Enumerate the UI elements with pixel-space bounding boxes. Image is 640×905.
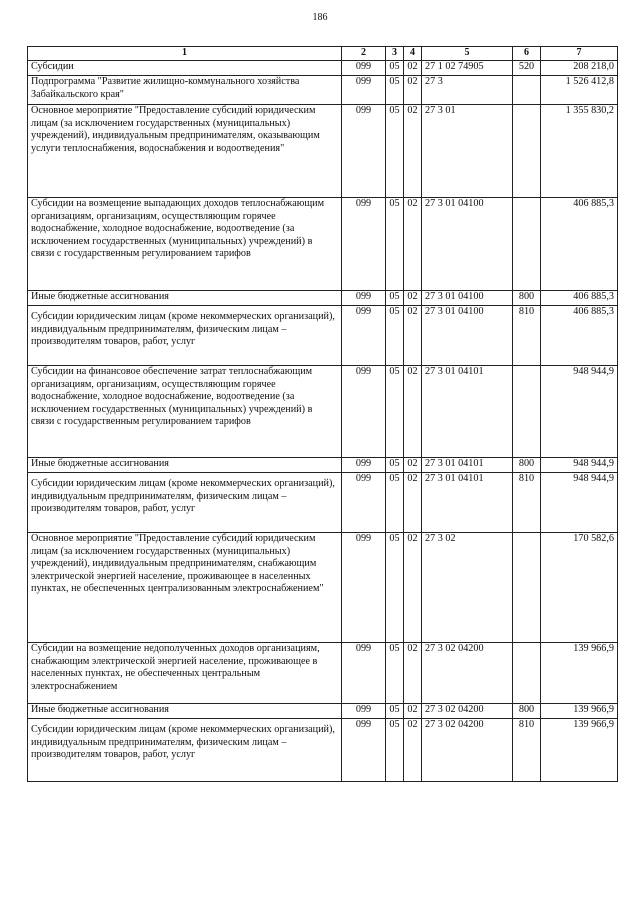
row-code-expense-type <box>513 198 541 291</box>
row-amount: 170 582,6 <box>541 533 618 643</box>
row-code-expense-type: 800 <box>513 291 541 306</box>
row-code-subsection: 02 <box>404 473 422 533</box>
table-row <box>28 306 618 366</box>
row-code-expense-type <box>513 76 541 105</box>
row-code-admin: 099 <box>342 291 386 306</box>
table-row <box>28 76 618 105</box>
row-code-section: 05 <box>386 458 404 473</box>
row-code-admin: 099 <box>342 198 386 291</box>
row-code-admin: 099 <box>342 366 386 458</box>
row-code-subsection: 02 <box>404 105 422 198</box>
row-code-admin: 099 <box>342 643 386 704</box>
row-name: Субсидии на возмещение недополученных доходов организациям, снабжающим электрической энергией население, проживающее в населенных пунктах, не обеспеченных центральным электроснабжением <box>28 643 342 704</box>
row-code-expense-type <box>513 105 541 198</box>
row-amount: 139 966,9 <box>541 704 618 719</box>
col-header-4: 4 <box>404 47 422 61</box>
row-code-expense-type: 810 <box>513 473 541 533</box>
table-row <box>28 61 618 76</box>
row-amount: 208 218,0 <box>541 61 618 76</box>
row-amount: 139 966,9 <box>541 719 618 782</box>
row-amount: 406 885,3 <box>541 291 618 306</box>
col-header-7: 7 <box>541 47 618 61</box>
row-code-admin: 099 <box>342 533 386 643</box>
row-code-section: 05 <box>386 105 404 198</box>
row-code-subsection: 02 <box>404 291 422 306</box>
row-amount: 1 526 412,8 <box>541 76 618 105</box>
row-code-target: 27 3 01 <box>422 105 513 198</box>
row-name: Основное мероприятие "Предоставление субсидий юридическим лицам (за исключением государственных (муниципальных) учреждений), индивидуальным предпринимателям, снабжающим электрической энергией население, проживающее в населенных пунктах, не обеспеченных централизованным электроснабжением" <box>28 533 342 643</box>
col-header-2: 2 <box>342 47 386 61</box>
row-name: Иные бюджетные ассигнования <box>28 291 342 306</box>
table-row <box>28 533 618 643</box>
row-code-expense-type: 520 <box>513 61 541 76</box>
table-row <box>28 458 618 473</box>
row-code-target: 27 3 01 04101 <box>422 458 513 473</box>
row-amount: 948 944,9 <box>541 473 618 533</box>
row-code-target: 27 3 02 04200 <box>422 643 513 704</box>
row-code-section: 05 <box>386 291 404 306</box>
row-name: Иные бюджетные ассигнования <box>28 704 342 719</box>
row-code-target: 27 3 01 04100 <box>422 198 513 291</box>
table-row <box>28 719 618 782</box>
row-code-target: 27 3 02 04200 <box>422 719 513 782</box>
row-code-target: 27 1 02 74905 <box>422 61 513 76</box>
table-row <box>28 366 618 458</box>
table-row <box>28 291 618 306</box>
table-row <box>28 704 618 719</box>
page-number: 186 <box>312 12 328 23</box>
row-code-section: 05 <box>386 61 404 76</box>
table-row <box>28 473 618 533</box>
row-name: Субсидии <box>28 61 342 76</box>
row-name: Субсидии юридическим лицам (кроме некоммерческих организаций), индивидуальным предпринимателям, физическим лицам – производителям товаров, работ, услуг <box>28 306 342 366</box>
row-code-admin: 099 <box>342 704 386 719</box>
row-amount: 1 355 830,2 <box>541 105 618 198</box>
row-amount: 948 944,9 <box>541 458 618 473</box>
row-code-section: 05 <box>386 76 404 105</box>
row-code-subsection: 02 <box>404 198 422 291</box>
row-code-section: 05 <box>386 719 404 782</box>
row-code-section: 05 <box>386 198 404 291</box>
row-code-subsection: 02 <box>404 704 422 719</box>
col-header-3: 3 <box>386 47 404 61</box>
row-code-expense-type <box>513 643 541 704</box>
budget-table <box>27 46 618 782</box>
row-code-section: 05 <box>386 643 404 704</box>
row-name: Субсидии на финансовое обеспечение затрат теплоснабжающим организациям, организациям, осуществляющим горячее водоснабжение, холодное водоснабжение, водоотведение (за исключением государственных (муниципальных) учреждений) в связи с государственным регулированием тарифов <box>28 366 342 458</box>
row-code-target: 27 3 <box>422 76 513 105</box>
row-code-admin: 099 <box>342 719 386 782</box>
row-amount: 406 885,3 <box>541 306 618 366</box>
row-code-section: 05 <box>386 306 404 366</box>
row-code-subsection: 02 <box>404 719 422 782</box>
col-header-5: 5 <box>422 47 513 61</box>
table-row <box>28 198 618 291</box>
row-code-expense-type <box>513 533 541 643</box>
row-code-subsection: 02 <box>404 61 422 76</box>
row-code-target: 27 3 01 04101 <box>422 473 513 533</box>
row-name: Основное мероприятие "Предоставление субсидий юридическим лицам (за исключением государственных (муниципальных) учреждений), индивидуальным предпринимателям, оказывающим услуги теплоснабжения, водоснабжения и водоотведения" <box>28 105 342 198</box>
row-code-expense-type: 810 <box>513 306 541 366</box>
row-code-admin: 099 <box>342 458 386 473</box>
row-code-expense-type: 800 <box>513 458 541 473</box>
row-code-target: 27 3 01 04100 <box>422 291 513 306</box>
table-row <box>28 643 618 704</box>
header-row <box>28 47 618 61</box>
row-name: Субсидии на возмещение выпадающих доходов теплоснабжающим организациям, организациям, осуществляющим горячее водоснабжение, холодное водоснабжение, водоотведение (за исключением государственных (муниципальных) учреждений) в связи с государственным регулированием тарифов <box>28 198 342 291</box>
col-header-6: 6 <box>513 47 541 61</box>
row-code-section: 05 <box>386 473 404 533</box>
row-code-admin: 099 <box>342 61 386 76</box>
row-code-subsection: 02 <box>404 458 422 473</box>
row-code-admin: 099 <box>342 306 386 366</box>
row-code-subsection: 02 <box>404 76 422 105</box>
row-code-target: 27 3 02 04200 <box>422 704 513 719</box>
row-amount: 139 966,9 <box>541 643 618 704</box>
row-code-section: 05 <box>386 533 404 643</box>
row-name: Субсидии юридическим лицам (кроме некоммерческих организаций), индивидуальным предпринимателям, физическим лицам – производителям товаров, работ, услуг <box>28 719 342 782</box>
row-code-admin: 099 <box>342 105 386 198</box>
row-code-expense-type: 800 <box>513 704 541 719</box>
row-code-expense-type <box>513 366 541 458</box>
row-code-subsection: 02 <box>404 643 422 704</box>
row-name: Субсидии юридическим лицам (кроме некоммерческих организаций), индивидуальным предпринимателям, физическим лицам – производителям товаров, работ, услуг <box>28 473 342 533</box>
row-name: Иные бюджетные ассигнования <box>28 458 342 473</box>
row-code-admin: 099 <box>342 76 386 105</box>
table-row <box>28 105 618 198</box>
col-header-1: 1 <box>28 47 342 61</box>
row-code-target: 27 3 02 <box>422 533 513 643</box>
row-code-subsection: 02 <box>404 533 422 643</box>
row-code-section: 05 <box>386 704 404 719</box>
row-code-target: 27 3 01 04101 <box>422 366 513 458</box>
row-name: Подпрограмма "Развитие жилищно-коммунального хозяйства Забайкальского края" <box>28 76 342 105</box>
row-code-expense-type: 810 <box>513 719 541 782</box>
row-amount: 406 885,3 <box>541 198 618 291</box>
row-code-subsection: 02 <box>404 366 422 458</box>
row-code-admin: 099 <box>342 473 386 533</box>
row-amount: 948 944,9 <box>541 366 618 458</box>
row-code-section: 05 <box>386 366 404 458</box>
row-code-target: 27 3 01 04100 <box>422 306 513 366</box>
row-code-subsection: 02 <box>404 306 422 366</box>
